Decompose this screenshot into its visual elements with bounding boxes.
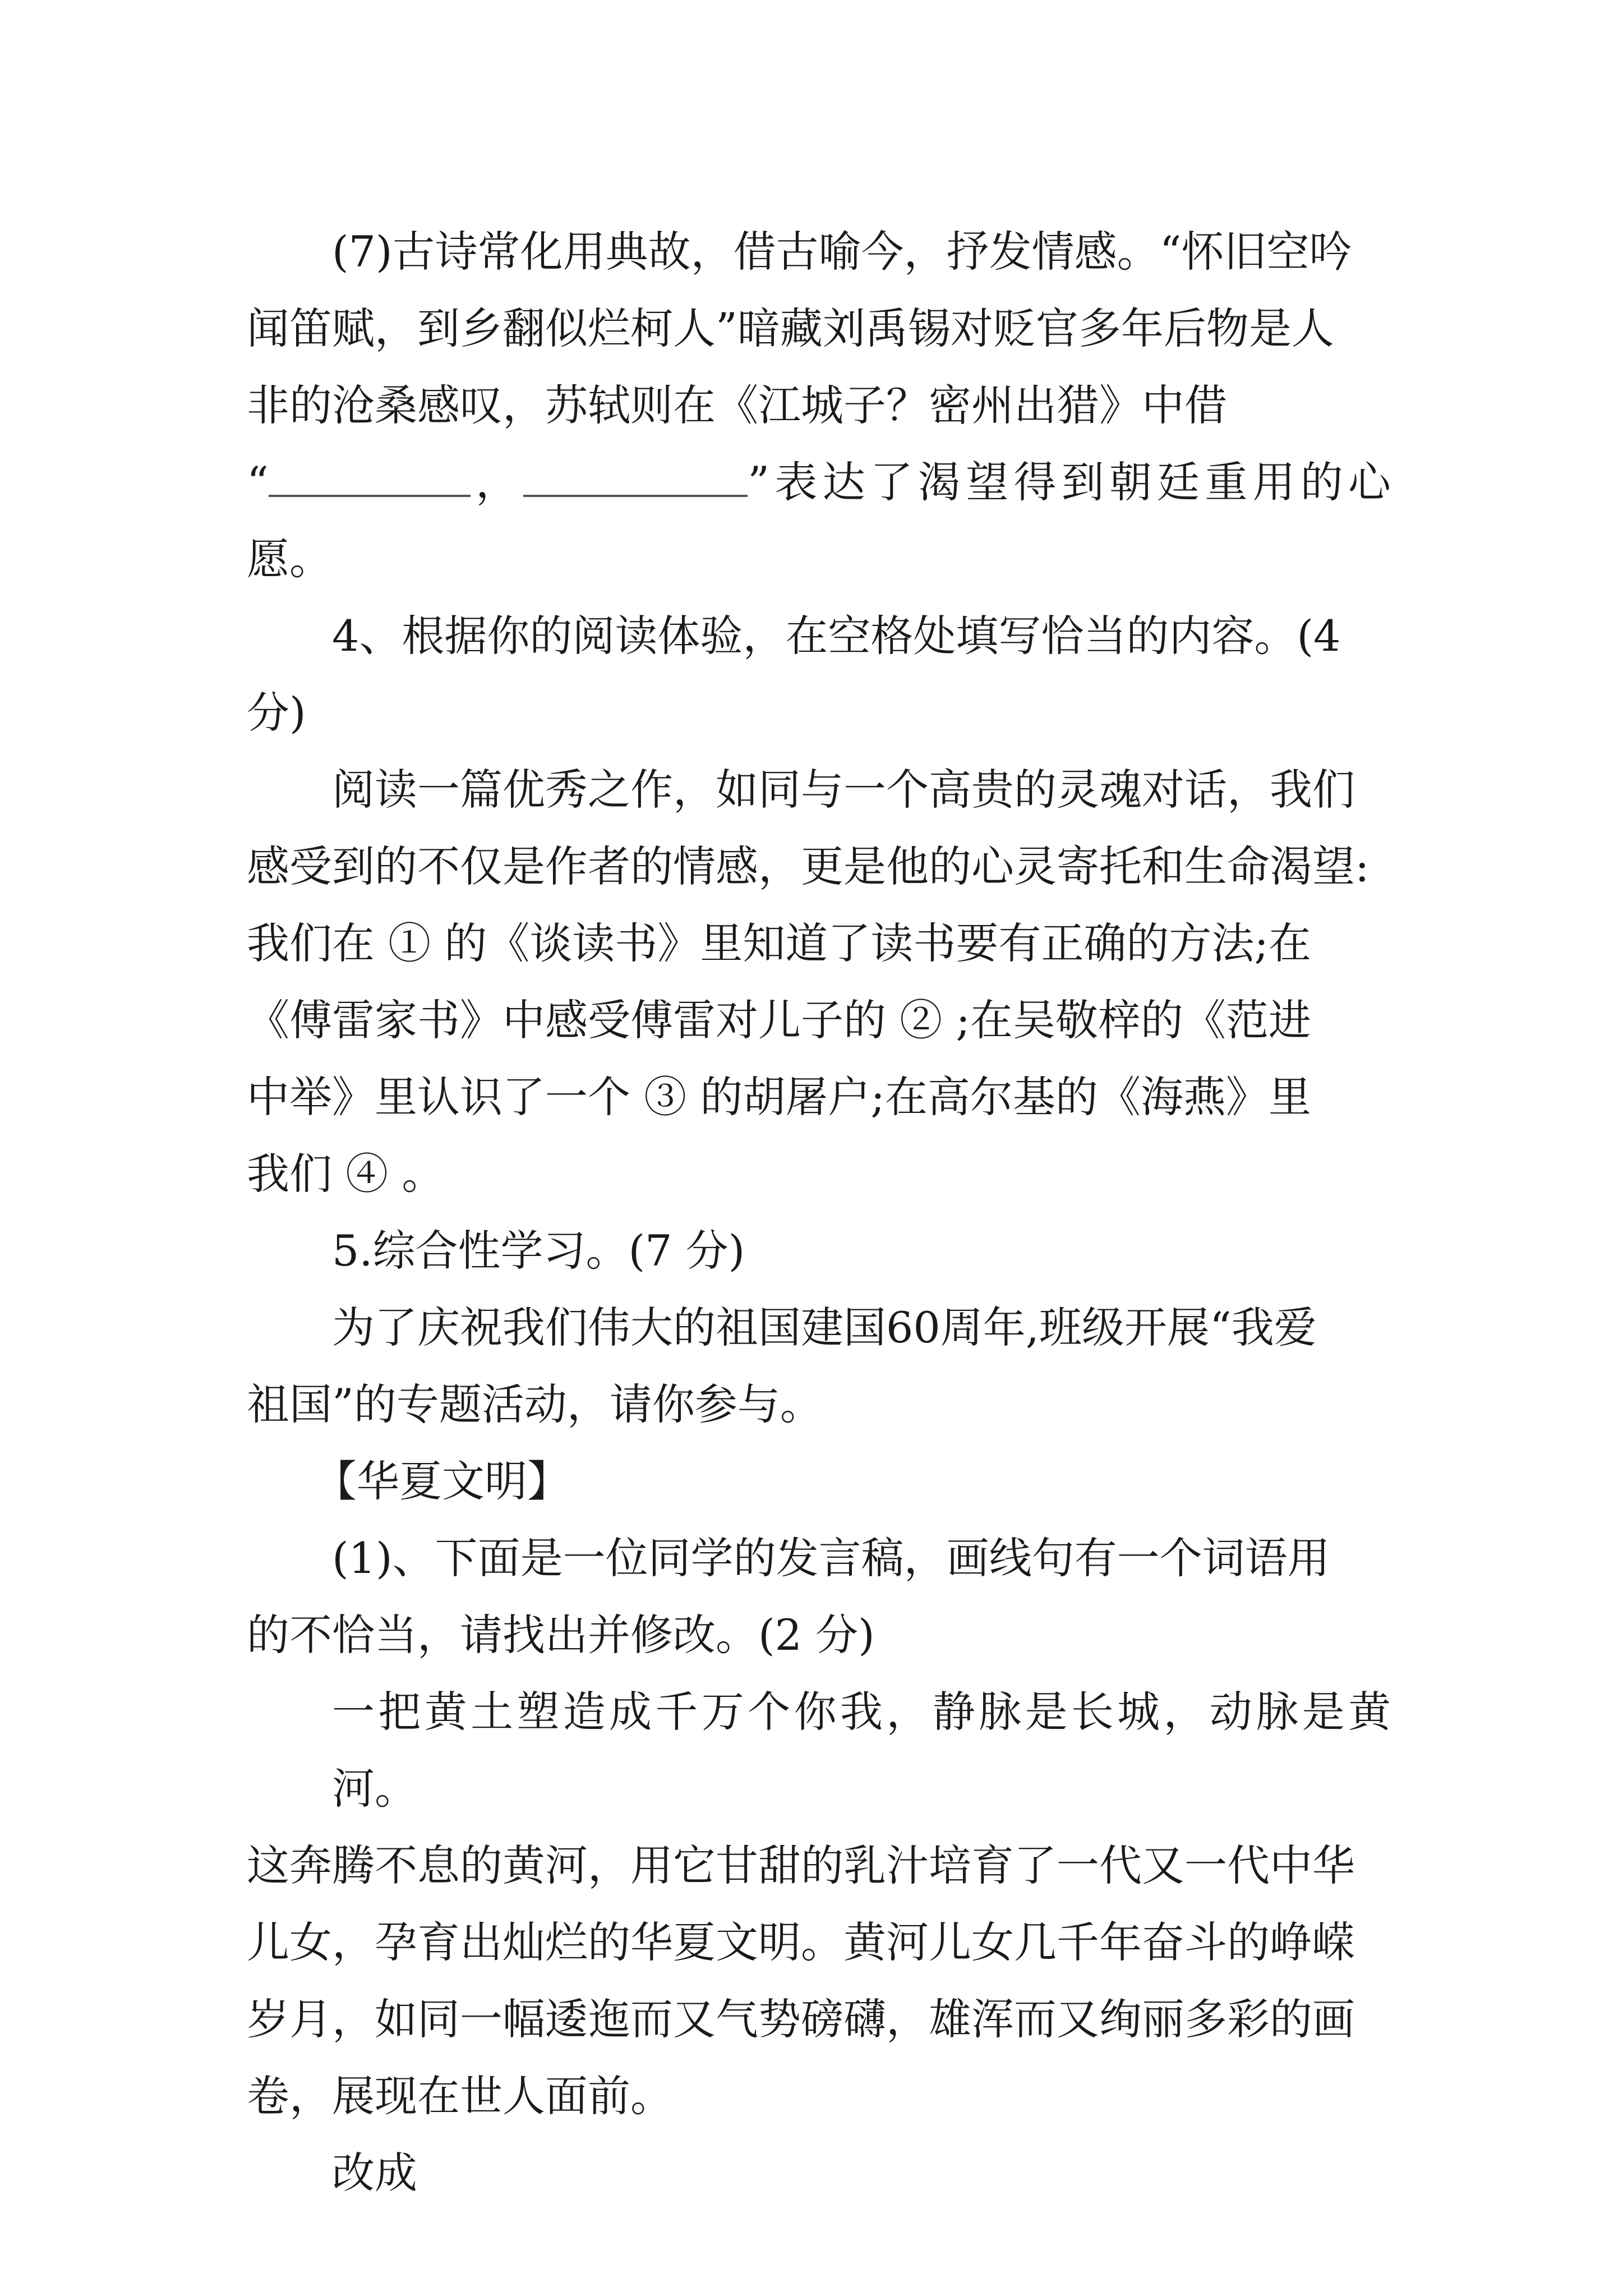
q5-1-line-1: (1)、下面是一位同学的发言稿，画线句有一个词语用	[332, 1533, 1330, 1583]
q3-7-line-4	[247, 444, 1391, 597]
section-title: 【华夏文明】	[314, 1456, 570, 1506]
document-body	[247, 213, 1391, 2211]
reading-line-6: 我们 ④ 。	[247, 1149, 445, 1199]
speech-line-3: 儿女，孕育出灿烂的华夏文明。黄河儿女几千年奋斗的峥嵘	[247, 1917, 1355, 1967]
speech-line-1: 一把黄土塑造成千万个你我，静脉是长城，动脉是黄河。	[332, 1687, 1391, 1814]
q3-7-line-4-tail: ”表达了渴望得到朝廷重用的心愿。	[247, 457, 1391, 584]
comma: ，	[470, 457, 524, 507]
q5-intro-line-1: 为了庆祝我们伟大的祖国建国60周年,班级开展“我爱	[332, 1303, 1317, 1352]
speech-line-2: 这奔腾不息的黄河，用它甘甜的乳汁培育了一代又一代中华	[247, 1841, 1355, 1890]
speech-line-5: 卷，展现在世人面前。	[247, 2071, 673, 2121]
reading-line-3: 我们在 ① 的《谈读书》里知道了读书要有正确的方法;在	[247, 918, 1311, 968]
q5-intro-line-2: 祖国”的专题活动，请你参与。	[247, 1379, 823, 1429]
question-3-7	[247, 213, 1391, 597]
reading-line-4: 《傅雷家书》中感受傅雷对儿子的 ② ;在吴敬梓的《范进	[247, 995, 1311, 1045]
q3-7-line-1: (7)古诗常化用典故，借古喻今，抒发情感。“怀旧空吟	[332, 227, 1352, 277]
reading-line-1: 阅读一篇优秀之作，如同与一个高贵的灵魂对话，我们	[332, 765, 1355, 815]
q3-7-line-2: 闻笛赋，到乡翻似烂柯人”暗藏刘禹锡对贬官多年后物是人	[247, 303, 1334, 353]
q4-line-2: 分)	[247, 688, 306, 738]
q4-line-1: 4、根据你的阅读体验，在空格处填写恰当的内容。(4	[332, 611, 1341, 661]
speech-passage	[247, 1673, 1391, 2134]
q5-title: 5.综合性学习。(7 分)	[332, 1226, 745, 1276]
reading-line-2: 感受到的不仅是作者的情感，更是他的心灵寄托和生命渴望:	[247, 841, 1370, 891]
open-quote: “	[247, 457, 269, 507]
question-5-1	[247, 1520, 1391, 1673]
reading-line-5: 中举》里认识了一个 ③ 的胡屠户;在高尔基的《海燕》里	[247, 1072, 1311, 1122]
answer-blank-1[interactable]	[269, 461, 471, 497]
q3-7-line-3: 非的沧桑感叹，苏轼则在《江城子？密州出猎》中借	[247, 380, 1227, 430]
answer-blank-2[interactable]	[523, 461, 748, 497]
question-5	[247, 1212, 1391, 1443]
answer-label: 改成	[332, 2148, 417, 2198]
reading-passage	[247, 751, 1391, 1212]
question-4	[247, 597, 1391, 751]
speech-line-4: 岁月，如同一幅逶迤而又气势磅礴，雄浑而又绚丽多彩的画	[247, 1994, 1355, 2044]
q5-1-line-2: 的不恰当，请找出并修改。(2 分)	[247, 1610, 875, 1660]
